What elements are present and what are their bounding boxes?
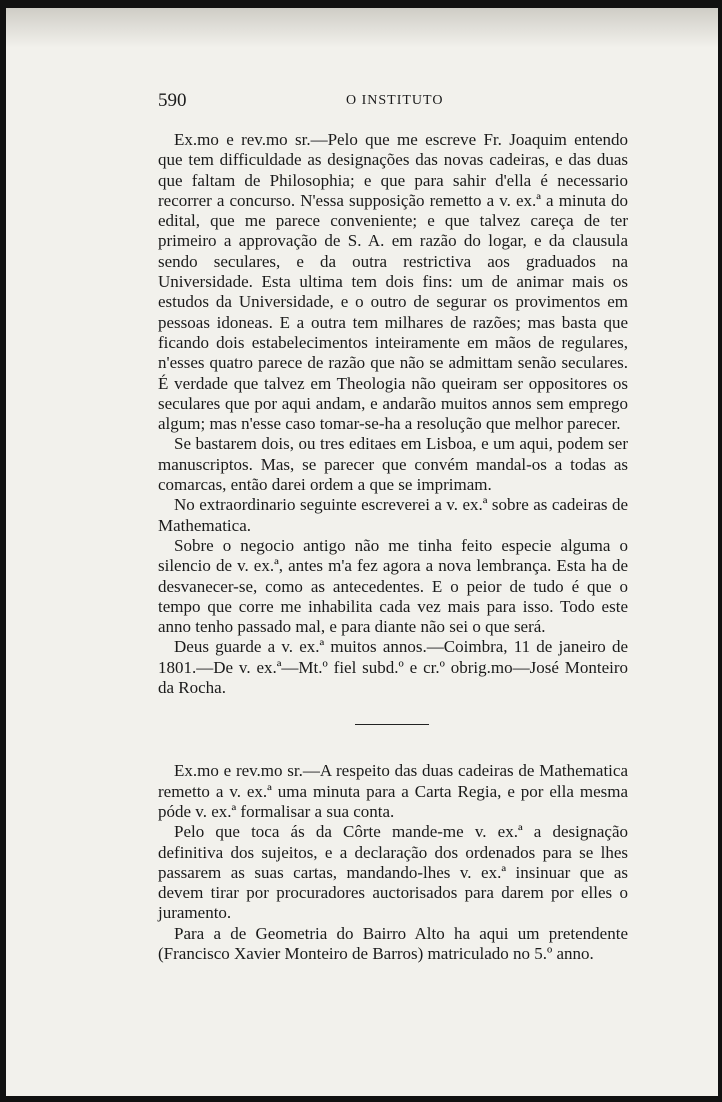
section-divider	[355, 724, 429, 725]
paragraph: Ex.mo e rev.mo sr.—Pelo que me escreve Fr. Joaquim entendo que tem difficuldade as designações das novas cadeiras, e das duas que faltam de Philosophia; e que para sahir d'ella é necessario recorrer a concurso. N'essa supposição remetto a v. ex.ª a minuta do edital, que me parece conveniente; e que talvez careça de ter primeiro a approvação de S. A. em razão do logar, e da clausula sendo seculares, e da outra restrictiva aos graduados na Universidade. Esta ultima tem dois fins: um de animar mais os estudos da Universidade, e o outro de segurar os provimentos em pessoas idoneas. E a outra tem milhares de razões; mas basta que ficando dois estabelecimentos inteiramente em mãos de regulares, n'esses quatro parece de razão que não se admittam senão seculares. É verdade que talvez em Theologia não queiram ser oppositores os seculares que por aqui andam, e andarão muitos annos sem emprego algum; mas n'esse caso tomar-se-ha a resolução que melhor parecer.	[158, 130, 628, 434]
paragraph: Para a de Geometria do Bairro Alto ha aqui um pretendente (Francisco Xavier Monteiro de Barros) matriculado no 5.º anno.	[158, 923, 628, 963]
letter-1	[158, 130, 628, 698]
document-page	[158, 90, 628, 964]
paragraph: Sobre o negocio antigo não me tinha feito especie alguma o silencio de v. ex.ª, antes m'a fez agora a nova lembrança. Esta ha de desvanecer-se, como as antecedentes. E o peior de tudo é que o tempo que corre me inhabilita cada vez mais para isso. Todo este anno tenho passado mal, e para diante não sei o que será.	[158, 535, 628, 637]
closing-paragraph: Deus guarde a v. ex.ª muitos annos.—Coimbra, 11 de janeiro de 1801.—De v. ex.ª—Mt.º fiel subd.º e cr.º obrig.mo—José Monteiro da Rocha.	[158, 637, 628, 698]
running-head	[158, 90, 628, 116]
journal-title: O INSTITUTO	[346, 93, 444, 108]
paragraph: Ex.mo e rev.mo sr.—A respeito das duas cadeiras de Mathematica remetto a v. ex.ª uma minuta para a Carta Regia, e por ella mesma póde v. ex.ª formalisar a sua conta.	[158, 761, 628, 821]
page-number: 590	[158, 90, 187, 111]
paragraph: Se bastarem dois, ou tres editaes em Lisboa, e um aqui, podem ser manuscriptos. Mas, se parecer que convém mandal-os a todas as comarcas, então darei ordem a que se imprimam.	[158, 434, 628, 495]
letter-2	[158, 761, 628, 964]
scan-shadow	[6, 8, 718, 48]
paragraph: Pelo que toca ás da Côrte mande-me v. ex.ª a designação definitiva dos sujeitos, e a declaração dos ordenados para se lhes passarem as suas cartas, mandando-lhes v. ex.ª insinuar que as devem tirar por procuradores auctorisados para darem por elles o juramento.	[158, 822, 628, 923]
paragraph: No extraordinario seguinte escreverei a v. ex.ª sobre as cadeiras de Mathematica.	[158, 495, 628, 535]
